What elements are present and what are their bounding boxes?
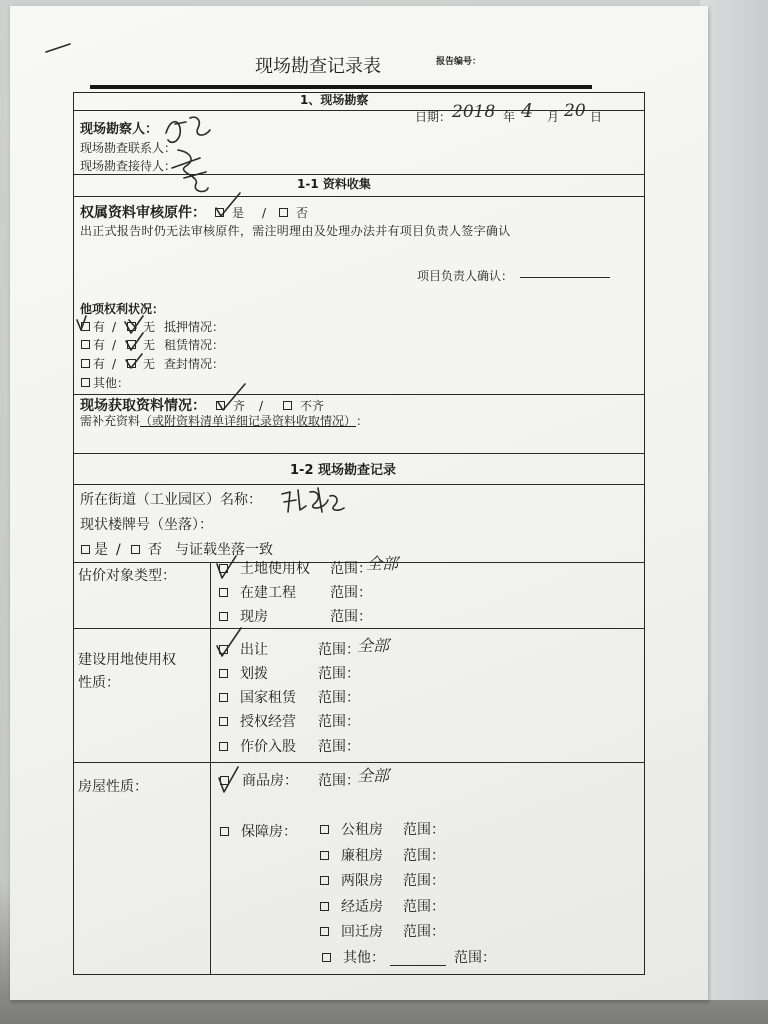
supplement-note: （或附资料清单详细记录资料收取情况） [140, 414, 357, 428]
option-economical: 经适房 [341, 899, 383, 915]
checkbox-low-rent [320, 851, 329, 860]
seizure-item-label: 查封情况： [164, 357, 225, 371]
checkbox-rights-other [81, 378, 90, 387]
scope-label: 范围： [318, 642, 360, 658]
checkbox-resettlement [320, 927, 329, 936]
option-land-use-right: 土地使用权 [240, 561, 310, 577]
option-affordable-other: 其他： [343, 950, 385, 966]
lease-item-label: 租赁情况： [164, 338, 225, 352]
seizure-separator: / [112, 357, 117, 371]
date-year-handwritten: 2018 [452, 102, 496, 122]
scope-handwritten: 全部 [366, 554, 399, 573]
option-under-construction: 在建工程 [240, 585, 296, 601]
checkbox-seizure-has [81, 359, 90, 368]
object-type-label: 估价对象类型： [78, 568, 176, 584]
checkbox-under-construction [219, 588, 228, 597]
scope-label: 范围： [403, 873, 445, 889]
ownership-yes-label: 是 [232, 206, 245, 220]
option-public-rental: 公租房 [341, 822, 383, 838]
checkbox-ownership-no [279, 208, 288, 217]
checkbox-transfer [219, 645, 228, 654]
mortgage-none-label: 无 [143, 320, 156, 334]
receiver-label: 现场勘查接待人： [80, 159, 177, 173]
checkbox-affordable-housing [220, 827, 229, 836]
scope-label: 范围： [403, 822, 445, 838]
obtained-separator: / [259, 399, 264, 413]
obtained-materials-label: 现场获取资料情况： [80, 398, 206, 414]
checkbox-authorized-operation [219, 717, 228, 726]
row-divider [73, 453, 645, 454]
report-number-label: 报告编号： [436, 57, 482, 67]
row-divider [73, 484, 645, 485]
adjacent-sheet [700, 0, 768, 1000]
row-divider [73, 110, 645, 111]
option-capital-contribution: 作价入股 [240, 739, 296, 755]
option-transfer: 出让 [240, 642, 268, 658]
seizure-has-label: 有 [93, 357, 106, 371]
scope-label: 范围： [330, 609, 372, 625]
option-affordable-housing: 保障房： [241, 824, 297, 840]
checkbox-address-match-no [131, 545, 140, 554]
other-rights-label: 他项权利状况： [80, 302, 165, 316]
checkbox-existing-house [219, 612, 228, 621]
street-name-label: 所在街道（工业园区）名称： [80, 492, 262, 508]
section-heading-materials: 1-1 资料收集 [297, 177, 371, 191]
checkbox-seizure-none [127, 359, 136, 368]
date-label: 日期： [415, 110, 452, 124]
day-unit: 日 [590, 110, 603, 124]
surveyor-label: 现场勘察人： [80, 122, 159, 137]
row-divider [73, 628, 645, 629]
contact-label: 现场勘查联系人： [80, 141, 177, 155]
checkbox-lease-none [127, 340, 136, 349]
lease-none-label: 无 [143, 338, 156, 352]
checkbox-commercial-housing [220, 776, 229, 785]
checkbox-price-limited [320, 876, 329, 885]
ownership-no-label: 否 [296, 206, 309, 220]
checkbox-allocation [219, 669, 228, 678]
option-authorized-operation: 授权经营 [240, 714, 296, 730]
obtained-incomplete-label: 不齐 [300, 399, 325, 413]
ownership-note: 出正式报告时仍无法审核原件，需注明理由及处理办法并有项目负责人签字确认 [80, 224, 511, 238]
row-divider [73, 174, 645, 175]
address-match-yes-label: 是 [94, 542, 108, 558]
column-divider [210, 562, 211, 975]
lease-separator: / [112, 338, 117, 352]
house-type-label: 房屋性质： [78, 779, 148, 795]
ownership-separator: / [262, 206, 267, 220]
option-low-rent: 廉租房 [341, 848, 383, 864]
title-rule [90, 85, 592, 89]
land-use-right-label: 建设用地使用权 [78, 652, 176, 668]
address-match-text: 与证载坐落一致 [175, 542, 273, 558]
option-existing-house: 现房 [240, 609, 268, 625]
section-heading-site-survey: 1、现场勘察 [300, 93, 369, 107]
scope-label: 范围： [318, 773, 360, 789]
checkbox-capital-contribution [219, 742, 228, 751]
scope-label: 范围： [330, 585, 372, 601]
scope-handwritten: 全部 [357, 636, 390, 655]
option-resettlement: 回迁房 [341, 924, 383, 940]
checkbox-lease-has [81, 340, 90, 349]
row-divider [73, 196, 645, 197]
land-use-right-label-line2: 性质： [78, 675, 120, 691]
section-heading-record: 1-2 现场勘查记录 [290, 463, 397, 478]
checkbox-state-lease [219, 693, 228, 702]
checkbox-obtained-incomplete [283, 401, 292, 410]
checkbox-public-rental [320, 825, 329, 834]
scope-label: 范围： [318, 666, 360, 682]
ownership-label: 权属资料审核原件： [80, 205, 206, 221]
checkbox-address-match-yes [81, 545, 90, 554]
supplement-colon: ： [356, 414, 369, 428]
address-match-separator: / [116, 542, 121, 558]
mortgage-item-label: 抵押情况： [164, 320, 225, 334]
row-divider [73, 394, 645, 395]
scope-label: 范围： [403, 899, 445, 915]
scope-label: 范围： [403, 848, 445, 864]
option-allocation: 划拨 [240, 666, 268, 682]
checkbox-obtained-complete [216, 401, 225, 410]
seizure-none-label: 无 [143, 357, 156, 371]
mortgage-separator: / [112, 320, 117, 334]
date-month-handwritten: 4 [521, 100, 534, 122]
checkbox-economical [320, 902, 329, 911]
year-unit: 年 [503, 110, 516, 124]
month-unit: 月 [547, 110, 560, 124]
supplement-label: 需补充资料 [80, 414, 141, 428]
checkbox-mortgage-has [81, 322, 90, 331]
scope-label: 范围： [318, 714, 360, 730]
scope-label: 范围： [454, 950, 496, 966]
other-fill-line [390, 965, 446, 966]
scope-label: 范围： [318, 690, 360, 706]
scope-label: 范围： [318, 739, 360, 755]
project-lead-signature-line [520, 277, 610, 278]
checkbox-affordable-other [322, 953, 331, 962]
obtained-complete-label: 齐 [233, 399, 246, 413]
project-lead-confirm-label: 项目负责人确认： [417, 269, 514, 283]
row-divider [73, 762, 645, 763]
address-label: 现状楼牌号（坐落）： [80, 517, 213, 533]
checkbox-land-use-right [219, 564, 228, 573]
option-state-lease: 国家租赁 [240, 690, 296, 706]
form-title: 现场勘查记录表 [255, 56, 381, 77]
address-match-no-label: 否 [148, 542, 162, 558]
option-commercial-housing: 商品房： [242, 773, 298, 789]
checkbox-ownership-yes [215, 208, 224, 217]
scope-label: 范围： [330, 561, 372, 577]
scope-label: 范围： [403, 924, 445, 940]
checkbox-mortgage-none [127, 322, 136, 331]
rights-other-label: 其他： [93, 376, 130, 390]
scope-handwritten: 全部 [357, 766, 390, 785]
option-price-limited: 两限房 [341, 873, 383, 889]
mortgage-has-label: 有 [93, 320, 106, 334]
date-day-handwritten: 20 [564, 101, 586, 121]
lease-has-label: 有 [93, 338, 106, 352]
